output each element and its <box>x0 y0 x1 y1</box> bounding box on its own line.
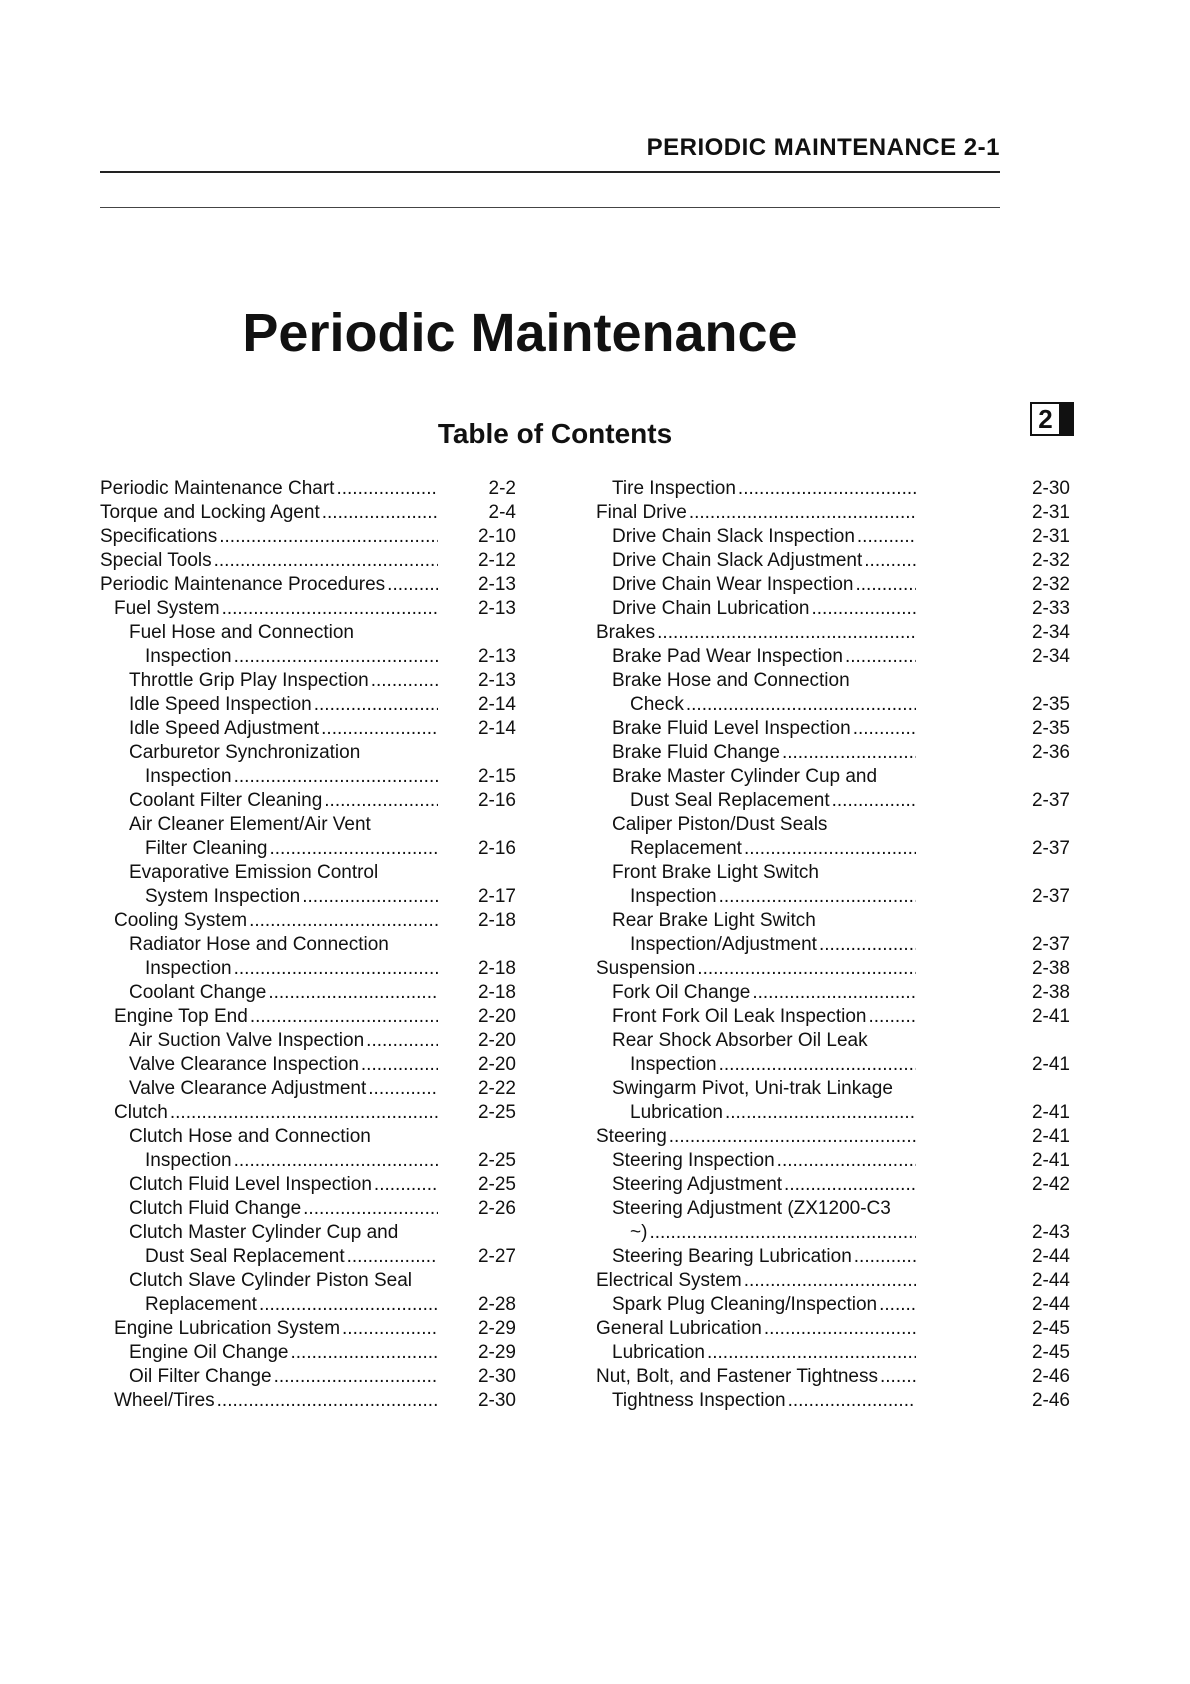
toc-page: 2-46 <box>1031 1390 1070 1411</box>
header-rule <box>100 171 1000 173</box>
toc-page: 2-4 <box>488 502 516 523</box>
toc-page: 2-41 <box>1031 1126 1070 1147</box>
toc-page: 2-14 <box>477 718 516 739</box>
toc-page: 2-13 <box>477 670 516 691</box>
toc-page: 2-28 <box>477 1294 516 1315</box>
toc-page: 2-17 <box>477 886 516 907</box>
toc-page: 2-44 <box>1031 1294 1070 1315</box>
toc-page: 2-2 <box>488 478 516 499</box>
toc-page: 2-37 <box>1031 838 1070 859</box>
toc-page: 2-26 <box>477 1198 516 1219</box>
toc-page: 2-44 <box>1031 1270 1070 1291</box>
toc-page: 2-15 <box>477 766 516 787</box>
toc-page: 2-30 <box>477 1366 516 1387</box>
toc-page: 2-25 <box>477 1174 516 1195</box>
toc-page: 2-13 <box>477 646 516 667</box>
toc-page: 2-27 <box>477 1246 516 1267</box>
toc-page: 2-35 <box>1031 694 1070 715</box>
chapter-tab <box>1030 402 1074 436</box>
header-rule-secondary <box>100 207 1000 208</box>
toc-page: 2-46 <box>1031 1366 1070 1387</box>
toc-page: 2-16 <box>477 790 516 811</box>
toc-page: 2-18 <box>477 982 516 1003</box>
running-header: PERIODIC MAINTENANCE 2-1 <box>646 134 1000 161</box>
toc-page: 2-45 <box>1031 1342 1070 1363</box>
toc-page: 2-10 <box>477 526 516 547</box>
toc-page: 2-30 <box>1031 478 1070 499</box>
toc-page: 2-34 <box>1031 646 1070 667</box>
toc-page: 2-41 <box>1031 1150 1070 1171</box>
toc-page: 2-25 <box>477 1102 516 1123</box>
toc-page: 2-29 <box>477 1342 516 1363</box>
toc-page: 2-22 <box>477 1078 516 1099</box>
toc-page: 2-35 <box>1031 718 1070 739</box>
toc-page: 2-45 <box>1031 1318 1070 1339</box>
toc-page: 2-34 <box>1031 622 1070 643</box>
toc-page: 2-30 <box>477 1390 516 1411</box>
toc-page: 2-18 <box>477 958 516 979</box>
toc-page: 2-36 <box>1031 742 1070 763</box>
toc-page: 2-14 <box>477 694 516 715</box>
toc-page: 2-41 <box>1031 1054 1070 1075</box>
page-title: Periodic Maintenance <box>242 303 798 363</box>
toc-page: 2-13 <box>477 574 516 595</box>
toc-page: 2-38 <box>1031 982 1070 1003</box>
chapter-tab-bar <box>1059 404 1072 434</box>
toc-page: 2-37 <box>1031 934 1070 955</box>
toc-page: 2-38 <box>1031 958 1070 979</box>
toc-page: 2-31 <box>1031 502 1070 523</box>
toc-page: 2-20 <box>477 1054 516 1075</box>
toc-page: 2-20 <box>477 1030 516 1051</box>
chapter-tab-number: 2 <box>1038 404 1053 434</box>
toc-page: 2-33 <box>1031 598 1070 619</box>
toc-page: 2-37 <box>1031 790 1070 811</box>
toc-page: 2-42 <box>1031 1174 1070 1195</box>
toc-page: 2-16 <box>477 838 516 859</box>
toc-page: 2-37 <box>1031 886 1070 907</box>
toc-page: 2-25 <box>477 1150 516 1171</box>
toc-page: 2-20 <box>477 1006 516 1027</box>
toc-page: 2-41 <box>1031 1006 1070 1027</box>
toc-page: 2-12 <box>477 550 516 571</box>
toc-page: 2-43 <box>1031 1222 1070 1243</box>
toc-heading: Table of Contents <box>437 418 673 449</box>
toc-page: 2-31 <box>1031 526 1070 547</box>
toc-page: 2-32 <box>1031 574 1070 595</box>
toc-page: 2-41 <box>1031 1102 1070 1123</box>
toc-page: 2-13 <box>477 598 516 619</box>
toc-page: 2-18 <box>477 910 516 931</box>
toc-page: 2-29 <box>477 1318 516 1339</box>
toc-page: 2-44 <box>1031 1246 1070 1267</box>
toc-page: 2-32 <box>1031 550 1070 571</box>
